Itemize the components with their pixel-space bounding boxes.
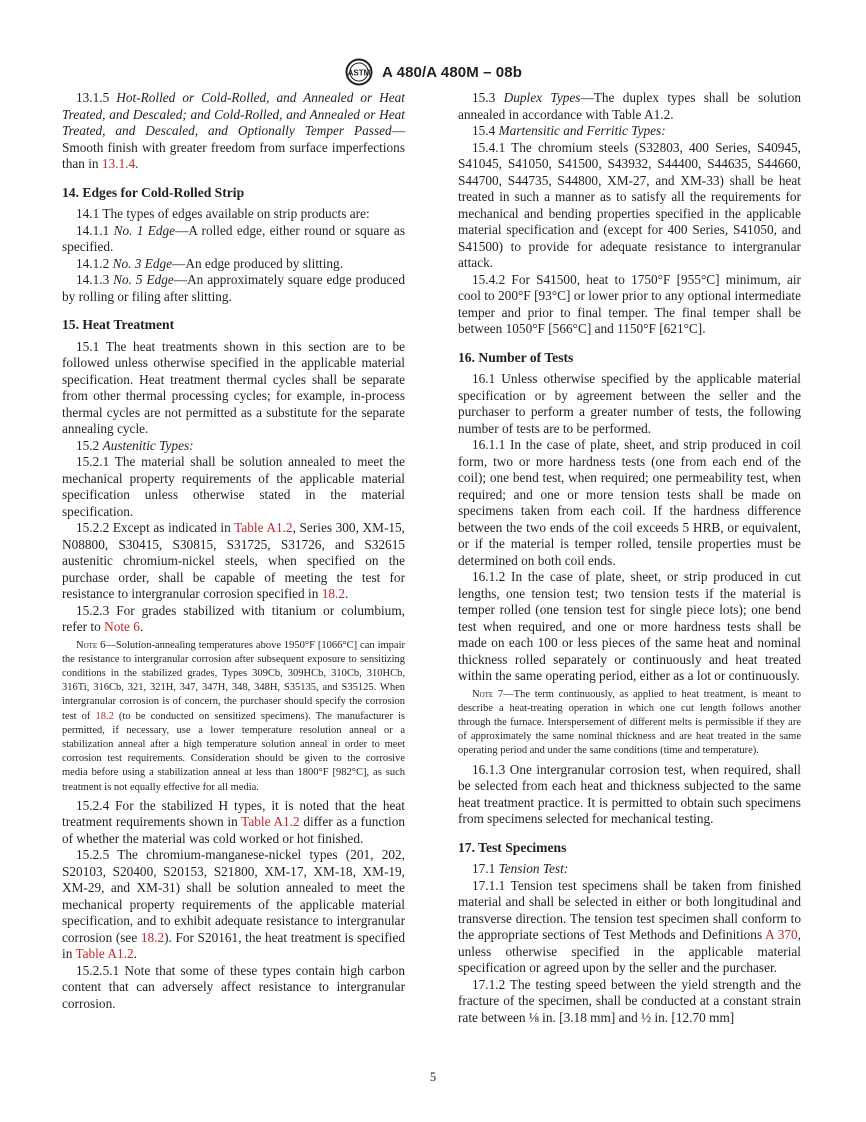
section-14-1-3: 14.1.3 No. 5 Edge—An approximately square edge produced by rolling or filing after slitting. <box>62 272 405 304</box>
ref-link-13-1-4[interactable]: 13.1.4 <box>101 156 136 171</box>
section-15-2-5-1: 15.2.5.1 Note that some of these types contain high carbon content that can adversely affect resistance to intergranular corrosion. <box>62 962 405 1011</box>
section-16-1: 16.1 Unless otherwise specified by the applicable material specification or by agreement between the seller and the purchaser to perform a greater number of tests, the following number of tests are to be performed. <box>458 371 801 436</box>
page-number: 5 <box>429 1070 437 1084</box>
ref-link-18-2[interactable]: 18.2 <box>95 710 114 722</box>
heading-section-17: 17. Test Specimens <box>458 839 567 855</box>
svg-text:ASTM: ASTM <box>347 68 371 78</box>
ref-link-18-2[interactable]: 18.2 <box>321 586 345 601</box>
section-15-2-1: 15.2.1 The material shall be solution annealed to meet the mechanical property requirements of the applicable material specification unless otherwise stated in the material specification. <box>62 454 405 519</box>
note-6: Note 6—Solution-annealing temperatures above 1950°F [1066°C] can impair the resistance to intergranular corrosion after subsequent exposure to sensitizing conditions in the stabilized grades, Types 309Cb, 309HCb, 310Cb, 310HCb, 316Ti, 316Cb, 321, 321H, 347, 347H, 348, 348H, S35135, and S35125. When intergranular corrosion is of concern, the purchaser should specify the corrosion test of 18.2 (to be conducted on sensitized specimens). The manufacturer is permitted, if necessary, use a lower temperature resolution anneal or a stabilization anneal after a high temperature solution anneal in order to meet corrosion test requirements. Consideration should be given to the corrosive media before using a stabilization anneal at less than 1800°F [982°C], as such treatment is not equally effective for all media. <box>62 639 406 793</box>
section-16-1-1: 16.1.1 In the case of plate, sheet, and strip produced in coil form, two or more hardness tests (one from each end of the coil); one bend test, when required; one permeability test, when required; and one or more tension tests shall be made on specimens taken from each coil. If the hardness difference between the two ends of the coil exceeds 5 HRB, or equivalent, or if the material is temper rolled, tensile properties must be determined on both coil ends. <box>458 437 801 568</box>
section-14-1-2: 14.1.2 No. 3 Edge—An edge produced by slitting. <box>76 255 344 271</box>
document-id: A 480/A 480M – 08b <box>382 63 522 81</box>
section-13-1-5: 13.1.5 Hot-Rolled or Cold-Rolled, and Annealed or Heat Treated, and Descaled; and Cold-Rolled, and Annealed or Heat Treated, and Descaled, and Optionally Temper Passed—Smooth finish with greater freedom from surface imperfections than in 13.1.4. <box>62 90 406 171</box>
section-17-1-2: 17.1.2 The testing speed between the yield strength and the fracture of the specimen, shall be conducted at a constant strain rate between ⅛ in. [3.18 mm] and ½ in. [12.70 mm] <box>458 976 801 1025</box>
section-14-1-1: 14.1.1 No. 1 Edge—A rolled edge, either round or square as specified. <box>62 222 405 254</box>
section-17-1: 17.1 Tension Test: <box>472 861 569 877</box>
ref-link-table-a1-2[interactable]: Table A1.2 <box>234 520 293 535</box>
ref-link-a370[interactable]: A 370 <box>765 927 798 943</box>
section-17-1-1: 17.1.1 Tension test specimens shall be taken from finished material and shall be selected in either or both longitudinal and transverse direction. The tension test specimen shall conform to the appropriate sections of Test Methods and Definitions A 370, unless otherwise specified in the applicable material specification or agreed upon by the seller and the purchaser. <box>458 877 801 976</box>
section-14-1: 14.1 The types of edges available on strip products are: <box>76 206 370 221</box>
section-15-2-2: 15.2.2 Except as indicated in Table A1.2, Series 300, XM-15, N08800, S30415, S30815, S31725, S31726, and S32615 austenitic chromium-nickel steels, when specified on the purchase order, shall be capable of meeting the test for resistance to intergranular corrosion specified in 18.2. <box>62 520 405 601</box>
section-15-4-1: 15.4.1 The chromium steels (S32803, 400 Series, S40945, S41045, S41050, S41500, S43932, S44400, S44635, S44660, S44700, S44735, S44800, XM-27, and XM-33) shall be heat treated in such a manner as to satisfy all the requirements for mechanical and bending properties specified in the applicable material specification and (except for 400 Series, S41050, and S41500) to provide for adequate resistance to intergranular attack. <box>458 139 801 270</box>
astm-logo-icon <box>344 58 374 86</box>
heading-section-15: 15. Heat Treatment <box>62 317 175 332</box>
section-15-2-3: 15.2.3 For grades stabilized with titanium or columbium, refer to Note 6. <box>62 602 405 634</box>
section-15-3: 15.3 Duplex Types—The duplex types shall be solution annealed in accordance with Table A1.2. <box>458 90 801 122</box>
ref-link-note-6[interactable]: Note 6 <box>104 619 140 634</box>
ref-link-18-2[interactable]: 18.2 <box>140 929 165 945</box>
heading-section-14: 14. Edges for Cold-Rolled Strip <box>62 184 245 200</box>
note-7: Note 7—The term continuously, as applied to heat treatment, is meant to describe a heat-treating operation in which one cut length follows another through the furnace. Interspersement of different melts is permissible if they are of approximately the same nominal thickness and are heat treated in the same operating period and under the same conditions (time and temperature). <box>458 688 801 757</box>
heading-section-16: 16. Number of Tests <box>458 349 574 365</box>
ref-link-table-a1-2[interactable]: Table A1.2 <box>241 814 300 830</box>
right-column <box>458 90 801 1026</box>
section-15-1: 15.1 The heat treatments shown in this section are to be followed unless otherwise specified in the applicable material specification. Heat treatment thermal cycles shall be separate from other thermal processing cycles; for example, in-process thermal cycles are not permitted as a substitute for the separate annealing cycle. <box>62 338 405 436</box>
section-15-2-5: 15.2.5 The chromium-manganese-nickel types (201, 202, S20103, S20400, S20153, S21800, XM-17, XM-18, XM-19, XM-29, and XM-31) shall be solution annealed to meet the mechanical property requirements of the applicable material specification, and to exhibit adequate resistance to intergranular corrosion (see 18.2). For S20161, the heat treatment is specified in Table A1.2. <box>62 847 405 962</box>
section-16-1-3: 16.1.3 One intergranular corrosion test, when required, shall be selected from each heat and thickness subjected to the same heat treatment practice. It is permitted to obtain such specimens from specimens selected for mechanical testing. <box>458 761 801 827</box>
page-header <box>0 56 866 88</box>
section-15-4: 15.4 Martensitic and Ferritic Types: <box>472 123 666 138</box>
section-16-1-2: 16.1.2 In the case of plate, sheet, or strip produced in cut lengths, one tension test; two tension tests if the material is temper rolled (one tension test for single piece lots); one bend test when required, and one or more hardness tests shall be made on each 100 or less pieces of the same heat and nominal thickness rolled separately or continuously and heat treated within the same operating period, either as a lot or continuously. <box>458 569 801 683</box>
left-column <box>62 90 405 1012</box>
section-15-4-2: 15.4.2 For S41500, heat to 1750°F [955°C] minimum, air cool to 200°F [93°C] or lower prior to any optional intermediate temper and prior to final temper. The final temper shall be between 1050°F [566°C] and 1150°F [621°C]. <box>458 271 801 336</box>
section-15-2: 15.2 Austenitic Types: <box>76 437 194 453</box>
ref-link-table-a1-2[interactable]: Table A1.2 <box>75 946 134 962</box>
section-15-2-4: 15.2.4 For the stabilized H types, it is noted that the heat treatment requirements shown in Table A1.2 differ as a function of whether the material was cold worked or hot finished. <box>62 797 405 846</box>
